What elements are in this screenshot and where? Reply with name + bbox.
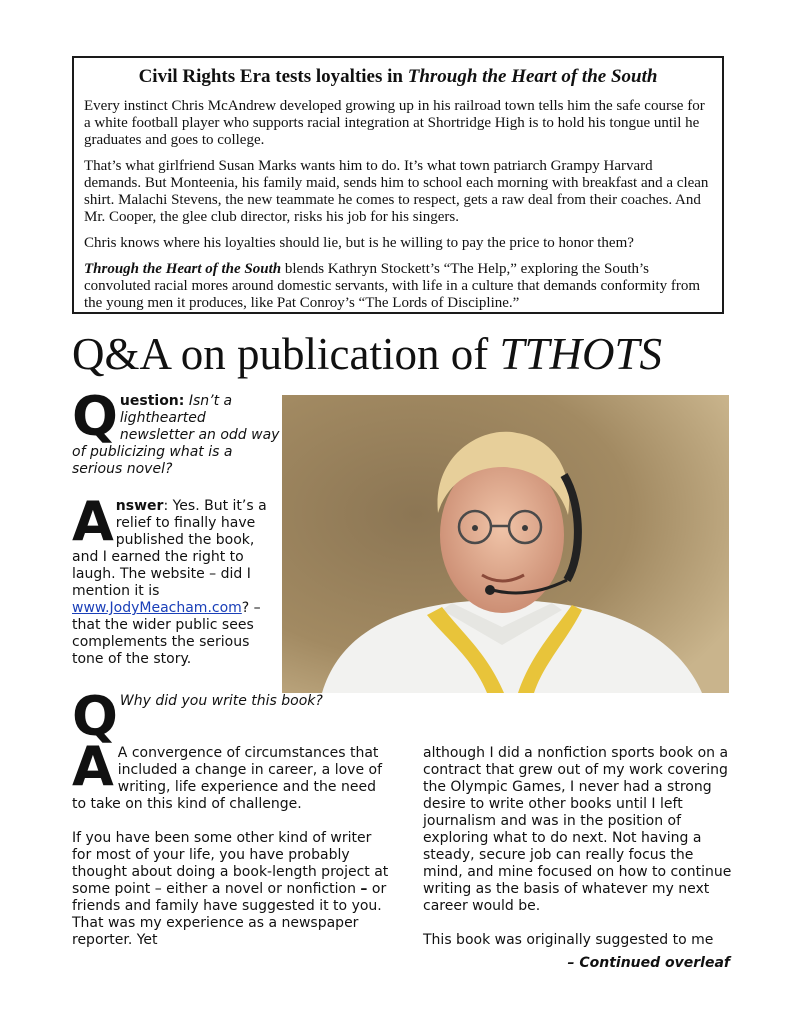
answer-2-left-column: [72, 735, 392, 966]
page-headline: Q&A on publication of TTHOTS: [72, 329, 663, 379]
question-1: Question: Isn’t a lighthearted newsletter an odd way of publicizing what is a serious novel?: [72, 385, 280, 477]
answer-2-paragraph-3: although I did a nonfiction sports book on a contract that grew out of my work covering the Olympic Games, I never had a strong desire to write other books until I left journalism and was in the position of exploring what to do next. Not having a steady, secure job can really focus the mind, and mine focused on how to continue writing as the basis of whatever my next career would be.: [423, 745, 732, 914]
qa-first-column: [72, 385, 282, 688]
summary-paragraph-1: Every instinct Chris McAndrew developed growing up in his railroad town tells him the safe course for a white football player who supports racial integration at Shortridge High is to hold his tongue until he graduates and goes to college.: [84, 98, 705, 148]
summary-paragraph-2: That’s what girlfriend Susan Marks wants him to do. It’s what town patriarch Grampy Harvard demands. But Monteenia, his family maid, sends him to school each morning with breakfast and a clean shirt. Malachi Stevens, the new teammate he comes to respect, gets a raw deal from their coaches. And Mr. Cooper, the glee club director, risks his job for his singers.: [84, 158, 709, 225]
question-2: Q Why did you write this book?: [72, 685, 323, 748]
question-dropcap: Q: [72, 385, 118, 448]
summary-paragraph-3: Chris knows where his loyalties should lie, but is he willing to pay the price to honor them?: [84, 235, 634, 251]
website-link[interactable]: www.JodyMeacham.com: [72, 600, 242, 616]
answer-dropcap: A: [72, 490, 114, 553]
book-summary-box: [72, 56, 724, 314]
answer-2-paragraph-2: If you have been some other kind of writer for most of your life, you have probably thought about doing a book-length project at some point – either a novel or nonfiction – or friends and family have suggested it to you. That was my experience as a newspaper reporter. Yet: [72, 830, 389, 948]
question-2-dropcap: Q: [72, 685, 118, 748]
box-title: Civil Rights Era tests loyalties in Through the Heart of the South: [138, 66, 658, 87]
answer-2-paragraph-4: This book was originally suggested to me: [423, 932, 714, 948]
author-photo: [282, 395, 729, 693]
answer-1: Answer: Yes. But it’s a relief to finally have published the book, and I earned the right to laugh. The website – did I mention it is www.JodyMeacham.com? – that the wider public sees complements the serious tone of the story.: [72, 490, 267, 667]
summary-paragraph-4: Through the Heart of the South blends Kathryn Stockett’s “The Help,” exploring the South’s convoluted racial mores around domestic servants, with life in a culture that demands conformity from the young men it produces, like Pat Conroy’s “The Lords of Discipline.”: [84, 261, 701, 311]
answer-2-dropcap: A: [72, 735, 114, 798]
answer-2-paragraph-1: A A convergence of circumstances that included a change in career, a love of writing, life experience and the need to take on this kind of challenge.: [72, 735, 383, 812]
answer-2-right-column: [423, 745, 733, 966]
continued-overleaf: – Continued overleaf: [567, 955, 730, 971]
portrait-photo-icon: [282, 395, 729, 693]
